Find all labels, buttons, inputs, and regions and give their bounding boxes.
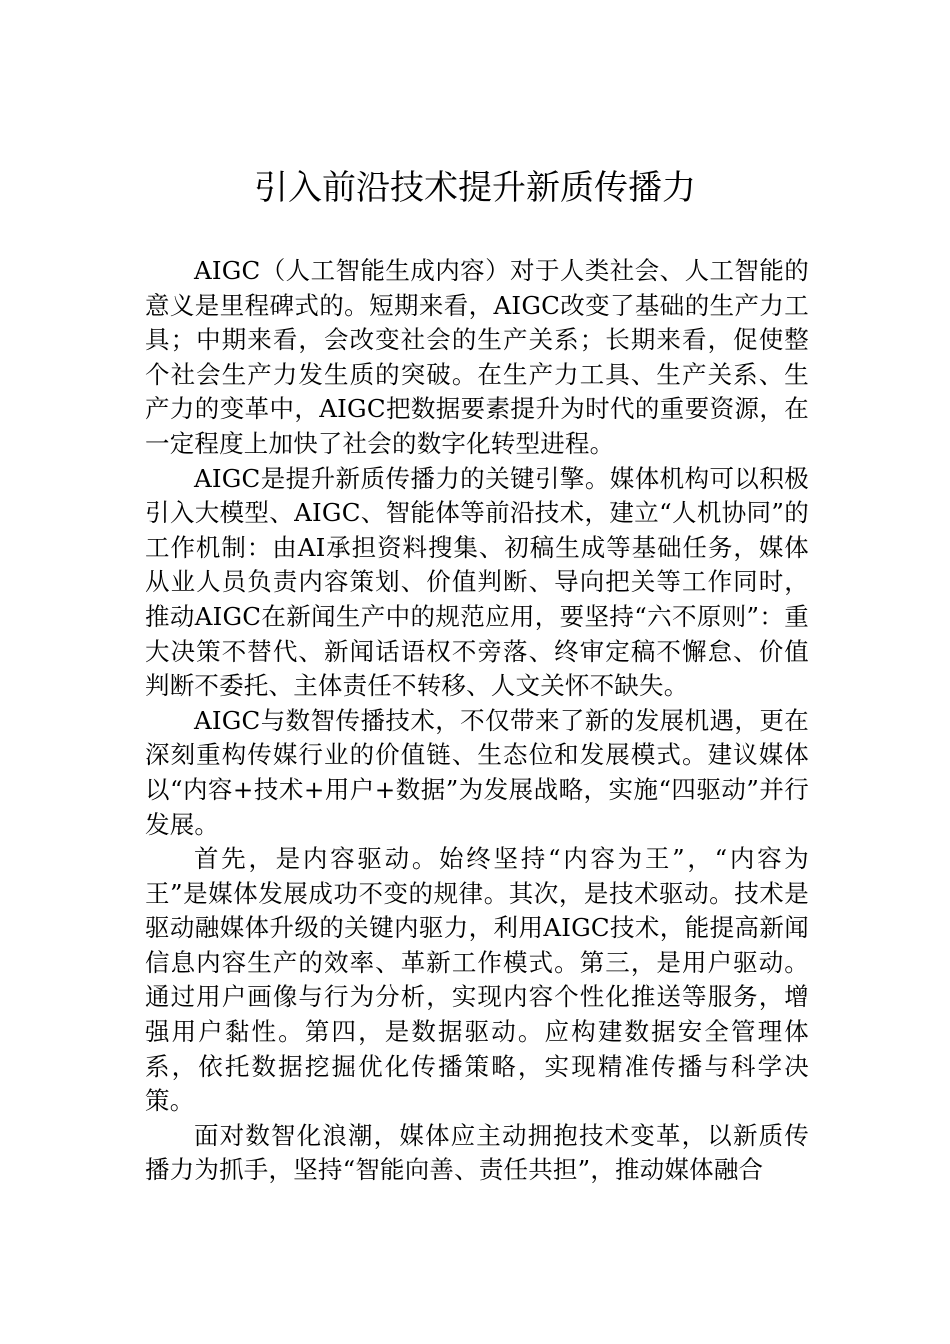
- document-body: [145, 254, 809, 1240]
- paragraph-1: AIGC（人工智能生成内容）对于人类社会、人工智能的意义是里程碑式的。短期来看，AIGC改变了基础的生产力工具；中期来看，会改变社会的生产关系；长期来看，促使整个社会生产力发生质的突破。在生产力工具、生产关系、生产力的变革中，AIGC把数据要素提升为时代的重要资源，在一定程度上加快了社会的数字化转型进程。: [145, 256, 809, 458]
- paragraph-5: 面对数智化浪潮，媒体应主动拥抱技术变革，以新质传播力为抓手，坚持“智能向善、责任共担”，推动媒体融合: [145, 1120, 809, 1185]
- document-title: 引入前沿技术提升新质传播力: [254, 168, 696, 208]
- paragraph-4: 首先，是内容驱动。始终坚持“内容为王”，“内容为王”是媒体发展成功不变的规律。其次，是技术驱动。技术是驱动融媒体升级的关键内驱力，利用AIGC技术，能提高新闻信息内容生产的效率、革新工作模式。第三，是用户驱动。通过用户画像与行为分析，实现内容个性化推送等服务，增强用户黏性。第四，是数据驱动。应构建数据安全管理体系，依托数据挖掘优化传播策略，实现精准传播与科学决策。: [145, 844, 809, 1116]
- paragraph-3: AIGC与数智传播技术，不仅带来了新的发展机遇，更在深刻重构传媒行业的价值链、生态位和发展模式。建议媒体以“内容+技术+用户+数据”为发展战略，实施“四驱动”并行发展。: [145, 705, 809, 839]
- paragraph-2: AIGC是提升新质传播力的关键引擎。媒体机构可以积极引入大模型、AIGC、智能体等前沿技术，建立“人机协同”的工作机制：由AI承担资料搜集、初稿生成等基础任务，媒体从业人员负责内容策划、价值判断、导向把关等工作同时，推动AIGC在新闻生产中的规范应用，要坚持“六不原则”：重大决策不替代、新闻话语权不旁落、终审定稿不懈怠、价值判断不委托、主体责任不转移、人文关怀不缺失。: [145, 463, 809, 701]
